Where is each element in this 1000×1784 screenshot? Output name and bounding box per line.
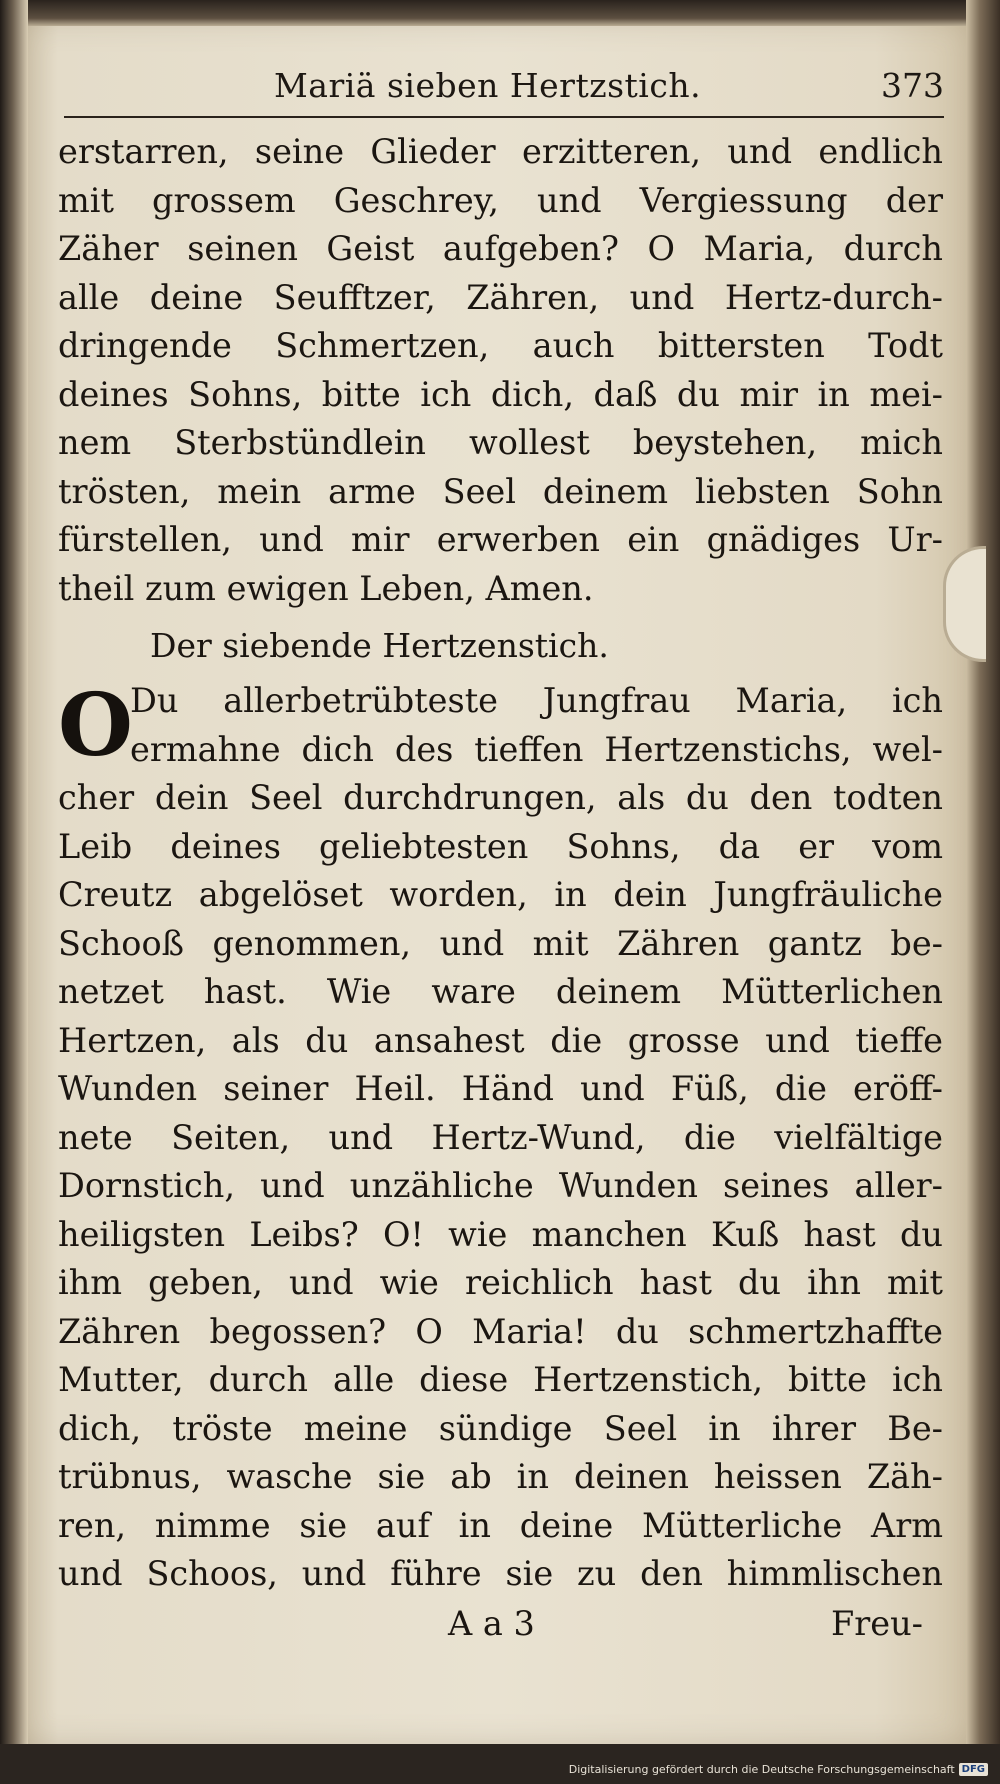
text-line: nete Seiten, und Hertz-Wund, die vielfältige (58, 1117, 943, 1157)
text-line: Dornstich, und unzähliche Wunden seines aller- (58, 1166, 943, 1205)
text-line: Mutter, durch alle diese Hertzenstich, bitte ich (58, 1360, 943, 1399)
book-left-edge (0, 0, 28, 1784)
text-line: ermahne dich des tieffen Hertzenstichs, wel- (130, 729, 943, 769)
book-right-edge (966, 0, 1000, 1784)
text-line: alle deine Seufftzer, Zähren, und Hertz-durch- (58, 277, 943, 317)
text-line: cher dein Seel durchdrungen, als du den todten (58, 778, 943, 817)
running-head (64, 66, 944, 116)
digitization-credit (569, 1763, 988, 1776)
text-line: erstarren, seine Glieder erzitteren, und endlich (58, 132, 943, 171)
catchword: Freu- (831, 1603, 923, 1643)
paragraph-2 (58, 677, 943, 1599)
text-line: Hertzen, als du ansahest die grosse und tieffe (58, 1020, 943, 1060)
book-top-edge (0, 0, 1000, 26)
text-line: deines Sohns, bitte ich dich, daß du mir in mei- (58, 374, 943, 414)
page-footer-line (58, 1599, 943, 1649)
text-line: fürstellen, und mir erwerben ein gnädiges Ur- (58, 520, 943, 559)
text-line: und Schoos, und führe sie zu den himmlischen (58, 1554, 943, 1593)
text-line: trübnus, wasche sie ab in deinen heissen Zäh- (58, 1457, 943, 1496)
text-line: Du allerbetrübteste Jungfrau Maria, ich (130, 681, 943, 720)
paragraph-1 (58, 128, 943, 613)
running-head-title: Mariä sieben Hertzstich. (274, 66, 702, 105)
page-number: 373 (881, 66, 944, 105)
text-line: Creutz abgelöset worden, in dein Jungfräuliche (58, 875, 943, 914)
text-line: dich, tröste meine sündige Seel in ihrer Be- (58, 1408, 943, 1448)
page-tab-marker (943, 546, 986, 662)
text-line: netzet hast. Wie ware deinem Mütterlichen (58, 972, 943, 1011)
text-line: dringende Schmertzen, auch bittersten Todt (58, 326, 943, 365)
text-line: Wunden seiner Heil. Händ und Füß, die eröff- (58, 1069, 943, 1108)
text-line: trösten, mein arme Seel deinem liebsten Sohn (58, 471, 943, 511)
text-line: nem Sterbstündlein wollest beystehen, mich (58, 423, 943, 462)
credit-text: Digitalisierung gefördert durch die Deutsche Forschungsgemeinschaft (568, 1763, 955, 1776)
text-line: mit grossem Geschrey, und Vergiessung der (58, 180, 943, 220)
text-line: Zähren begossen? O Maria! du schmertzhaffte (58, 1311, 943, 1351)
text-line: Leib deines geliebtesten Sohns, da er vom (58, 826, 943, 866)
text-line: ren, nimme sie auf in deine Mütterliche Arm (58, 1505, 943, 1545)
scanner-footer (0, 1744, 1000, 1784)
section-heading: Der siebende Hertzenstich. (150, 626, 609, 665)
text-line: heiligsten Leibs? O! wie manchen Kuß hast du (58, 1214, 943, 1254)
drop-cap: O (58, 675, 133, 776)
text-line: theil zum ewigen Leben, Amen. (58, 568, 594, 608)
text-line: Zäher seinen Geist aufgeben? O Maria, durch (58, 229, 943, 268)
page-body (58, 128, 943, 1649)
text-line: ihm geben, und wie reichlich hast du ihn mit (58, 1263, 943, 1302)
text-line: Schooß genommen, und mit Zähren gantz be- (58, 923, 943, 963)
signature-mark: A a 3 (448, 1603, 535, 1643)
header-rule (64, 116, 944, 118)
dfg-logo: DFG (959, 1763, 988, 1776)
